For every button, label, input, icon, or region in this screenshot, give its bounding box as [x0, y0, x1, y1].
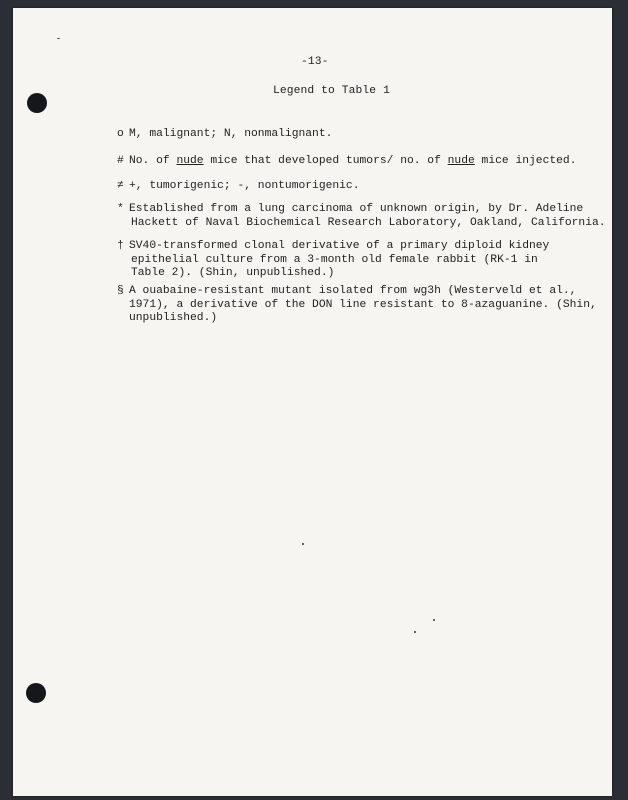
- footnote-dagger: [117, 240, 549, 281]
- footnote-text-underlined: nude: [447, 155, 475, 167]
- footnote-symbol: §: [117, 285, 124, 297]
- footnote-symbol: †: [117, 240, 124, 252]
- footnote-degree: [117, 128, 332, 142]
- footnote-text: Table 2). (Shin, unpublished.): [131, 267, 335, 279]
- footnote-section: [117, 285, 597, 326]
- footnote-text: epithelial culture from a 3-month old female rabbit (RK-1 in: [131, 253, 538, 266]
- footnote-text: Hackett of Naval Biochemical Research Laboratory, Oakland, California.: [131, 216, 606, 229]
- legend-title: Legend to Table 1: [273, 85, 390, 97]
- paper-speck: [57, 38, 60, 39]
- punch-hole-top: [27, 93, 47, 113]
- footnote-text-underlined: nude: [176, 155, 204, 167]
- page-number: -13-: [301, 56, 329, 68]
- footnote-asterisk: [117, 203, 606, 230]
- footnote-text: A ouabaine-resistant mutant isolated from wg3h (Westerveld et al.,: [129, 285, 577, 297]
- footnote-text-part: mice injected.: [474, 155, 577, 167]
- paper-speck: [433, 619, 435, 621]
- footnote-not-equal: [117, 180, 360, 194]
- paper-sheet: [13, 8, 612, 796]
- paper-speck: [414, 631, 416, 633]
- footnote-text-part: mice that developed tumors/ no. of: [203, 155, 448, 167]
- footnote-text: SV40-transformed clonal derivative of a primary diploid kidney: [129, 240, 550, 252]
- footnote-text: unpublished.): [129, 312, 218, 324]
- footnote-text: +, tumorigenic; -, nontumorigenic.: [129, 180, 360, 192]
- footnote-symbol: o: [117, 128, 124, 140]
- footnote-text: M, malignant; N, nonmalignant.: [129, 128, 333, 140]
- footnote-text: 1971), a derivative of the DON line resistant to 8-azaguanine. (Shin,: [129, 298, 597, 311]
- footnote-number-sign: [117, 155, 576, 169]
- footnote-text-part: No. of: [129, 155, 177, 167]
- footnote-symbol: #: [117, 155, 124, 167]
- punch-hole-bottom: [26, 683, 46, 703]
- footnote-symbol: ≠: [117, 180, 124, 192]
- footnote-symbol: *: [117, 203, 124, 215]
- footnote-text: Established from a lung carcinoma of unknown origin, by Dr. Adeline: [129, 203, 584, 215]
- paper-speck: [302, 543, 304, 545]
